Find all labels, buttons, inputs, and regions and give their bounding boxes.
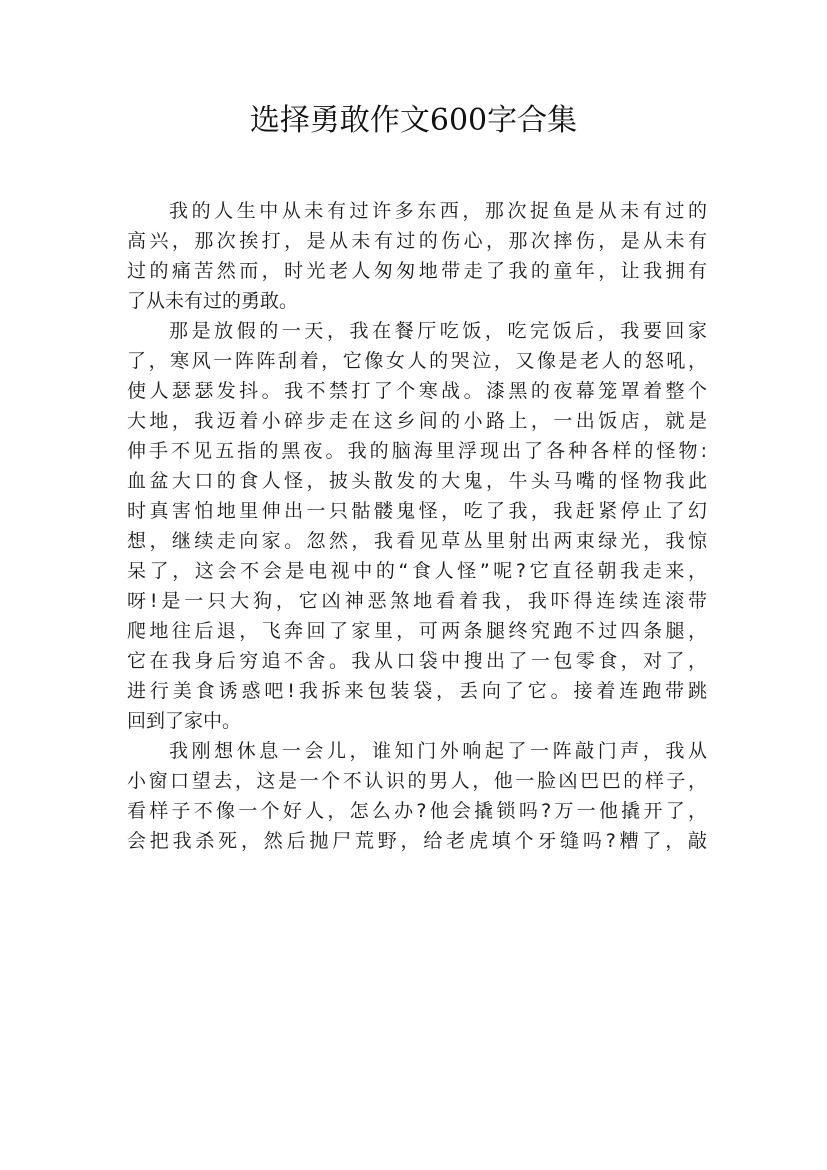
- text-line: 大地，我迈着小碎步走在这乡间的小路上，一出饭店，就是: [127, 410, 707, 432]
- text-line: 了，寒风一阵阵刮着，它像女人的哭泣，又像是老人的怒吼，: [127, 350, 707, 372]
- text-line: 血盆大口的食人怪，披头散发的大鬼，牛头马嘴的怪物我此: [127, 470, 707, 492]
- text-line: 它在我身后穷追不舍。我从口袋中搜出了一包零食，对了，: [127, 650, 707, 672]
- text-line: 我的人生中从未有过许多东西，那次捉鱼是从未有过的: [169, 200, 707, 222]
- text-line: 想，继续走向家。忽然，我看见草丛里射出两束绿光，我惊: [127, 530, 707, 552]
- paragraph-2: [127, 316, 707, 736]
- document-title: 选择勇敢作文600字合集: [249, 103, 578, 138]
- text-line: 我刚想休息一会儿，谁知门外响起了一阵敲门声，我从: [169, 740, 707, 762]
- text-line: 高兴，那次挨打，是从未有过的伤心，那次摔伤，是从未有: [127, 230, 707, 252]
- text-line: 了从未有过的勇敢。: [127, 290, 299, 312]
- paragraph-3: [127, 736, 707, 856]
- text-line: 小窗口望去，这是一个不认识的男人，他一脸凶巴巴的样子，: [127, 770, 707, 792]
- text-line: 进行美食诱惑吧!我拆来包装袋，丢向了它。接着连跑带跳: [127, 680, 707, 702]
- text-line: 呆了，这会不会是电视中的“食人怪”呢?它直径朝我走来，: [127, 560, 707, 582]
- text-line: 爬地往后退，飞奔回了家里，可两条腿终究跑不过四条腿，: [127, 620, 707, 642]
- text-line: 过的痛苦然而，时光老人匆匆地带走了我的童年，让我拥有: [127, 260, 707, 282]
- text-line: 回到了家中。: [127, 710, 242, 732]
- text-line: 呀!是一只大狗，它凶神恶煞地看着我，我吓得连续连滚带: [127, 590, 707, 612]
- text-line: 时真害怕地里伸出一只骷髅鬼怪，吃了我，我赶紧停止了幻: [127, 500, 707, 522]
- document-body: [127, 196, 707, 856]
- text-line: 使人瑟瑟发抖。我不禁打了个寒战。漆黑的夜幕笼罩着整个: [127, 380, 707, 402]
- paragraph-1: [127, 196, 707, 316]
- text-line: 那是放假的一天，我在餐厅吃饭，吃完饭后，我要回家: [169, 320, 707, 342]
- text-line: 伸手不见五指的黑夜。我的脑海里浮现出了各种各样的怪物:: [127, 440, 707, 462]
- text-line: 会把我杀死，然后抛尸荒野，给老虎填个牙缝吗?糟了，敲: [127, 830, 707, 852]
- text-line: 看样子不像一个好人，怎么办?他会撬锁吗?万一他撬开了，: [127, 800, 707, 822]
